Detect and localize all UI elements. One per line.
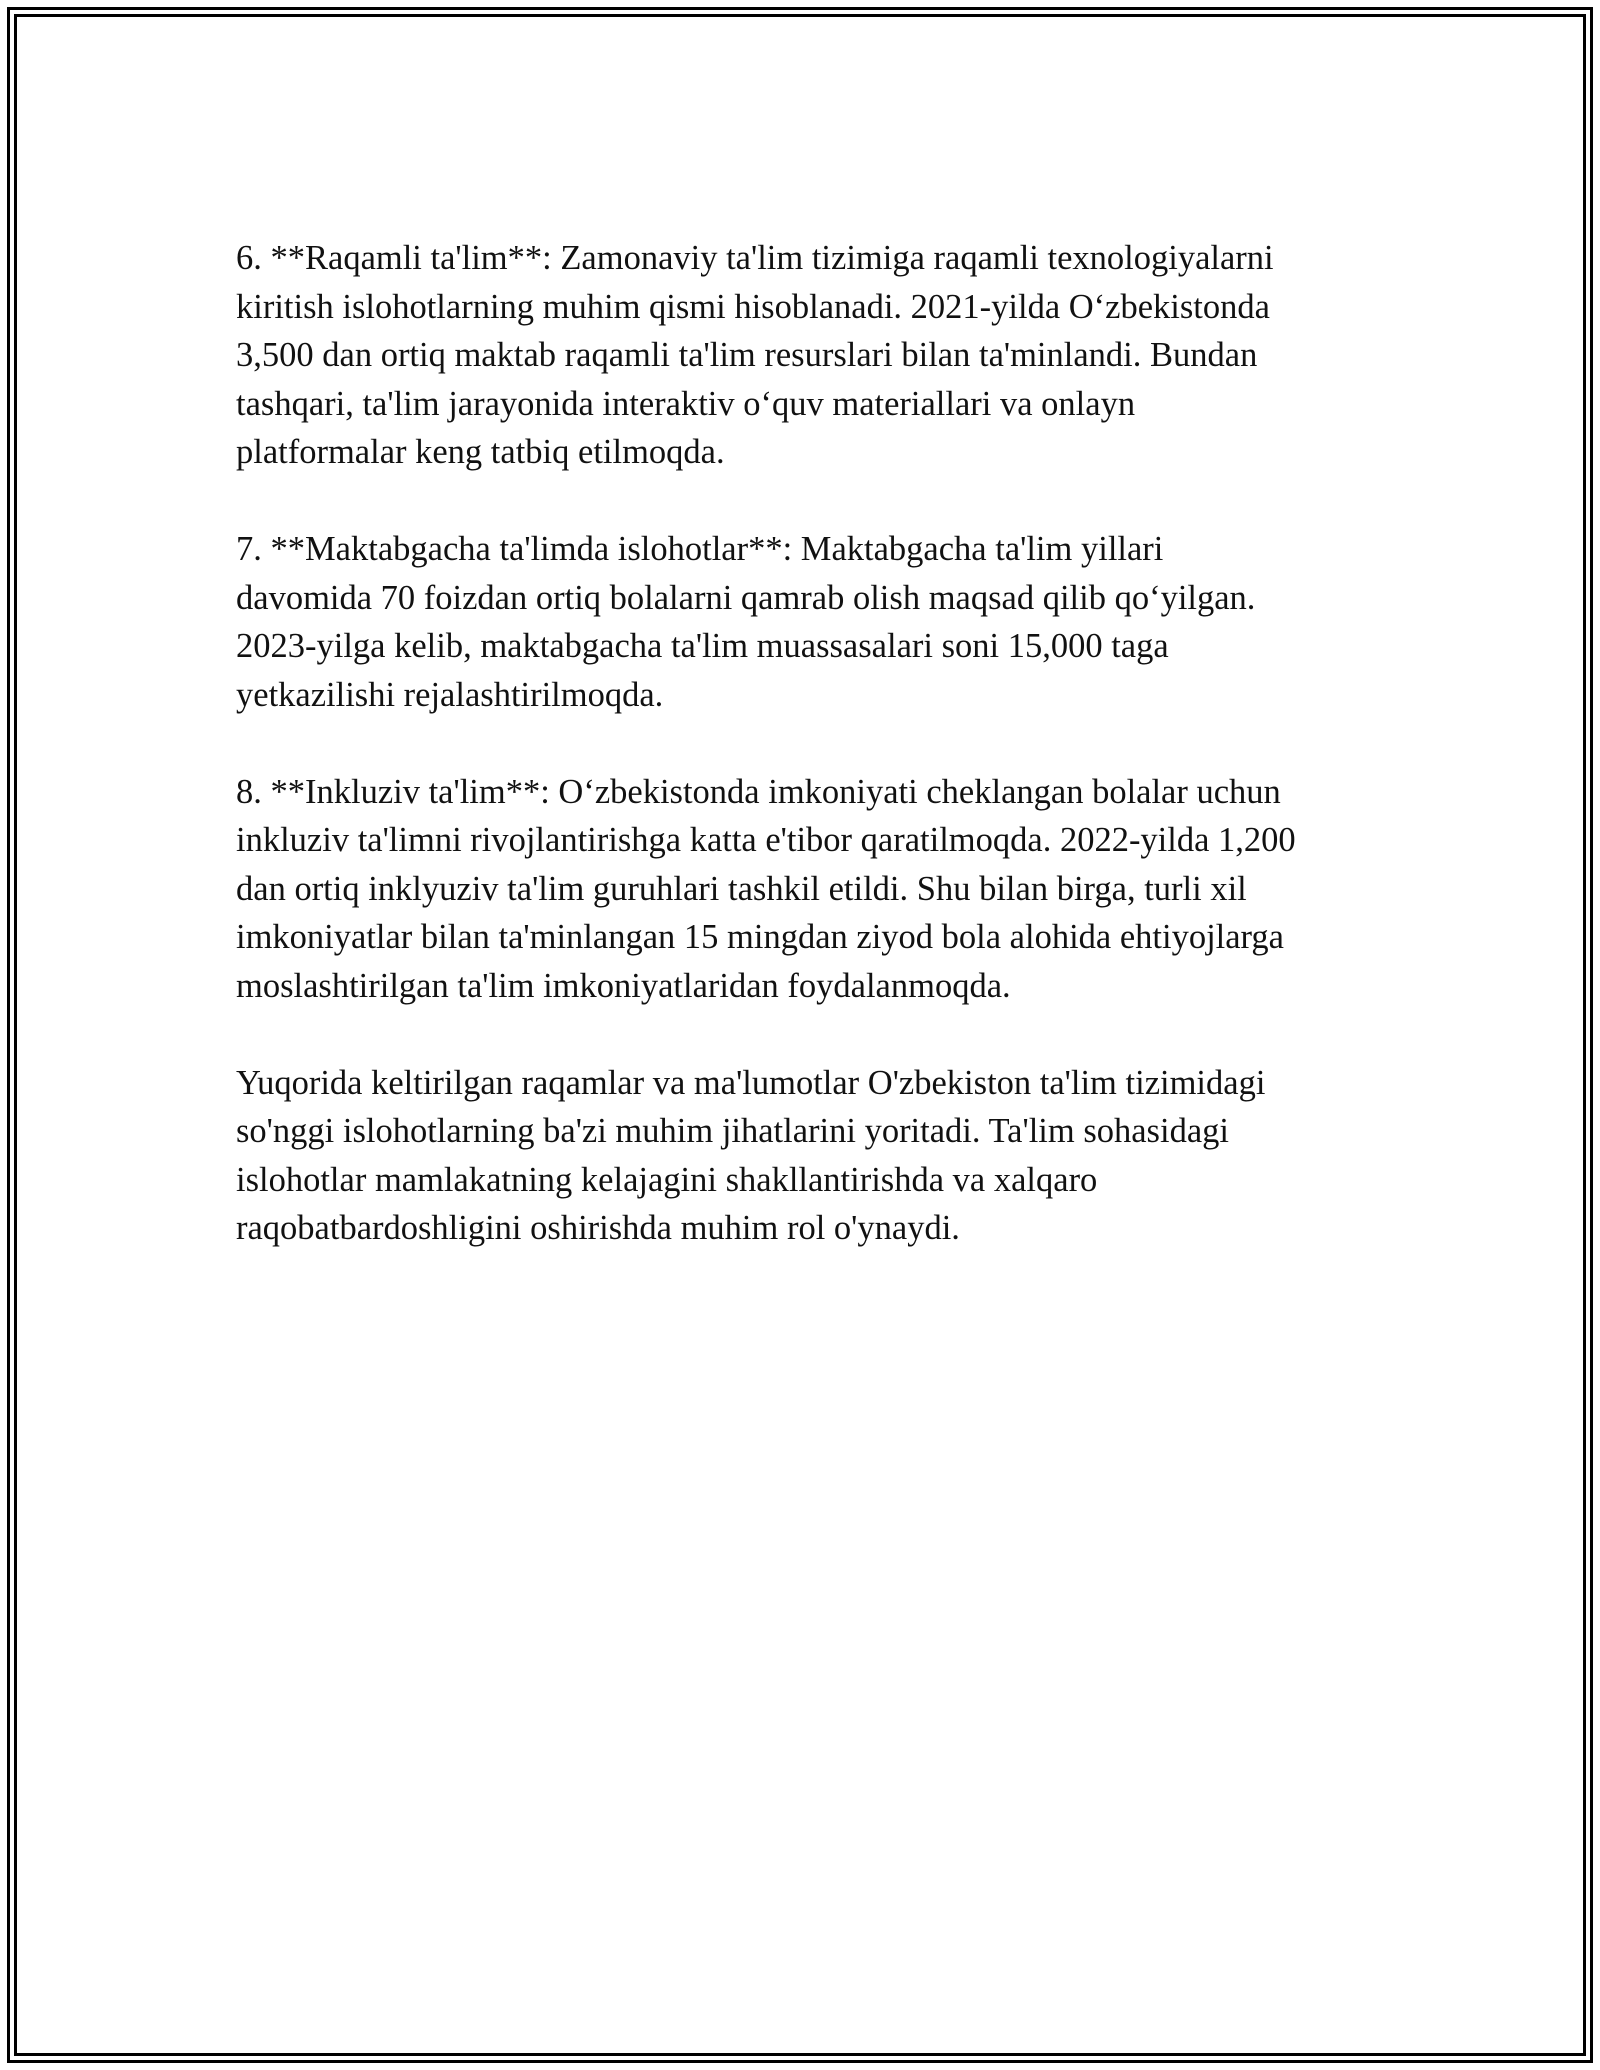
paragraph-digital-education: 6. **Raqamli ta'lim**: Zamonaviy ta'lim tizimiga raqamli texnologiyalarni kiritish islohotlarning muhim qismi hisoblanadi. 2021-yilda O‘zbekistonda 3,500 dan ortiq maktab raqamli ta'lim resurslari bilan ta'minlandi. Bundan tashqari, ta'lim jarayonida interaktiv o‘quv materiallari va onlayn platformalar keng tatbiq etilmoqda. (236, 239, 1274, 471)
paragraph-conclusion: Yuqorida keltirilgan raqamlar va ma'lumotlar O'zbekiston ta'lim tizimidagi so'nggi islohotlarning ba'zi muhim jihatlarini yoritadi. Ta'lim sohasidagi islohotlar mamlakatning kelajagini shakllantirishda va xalqaro raqobatbardoshligini oshirishda muhim rol o'ynaydi. (236, 1063, 1266, 1247)
document-body (236, 234, 1396, 1301)
paragraph-preschool-reforms: 7. **Maktabgacha ta'limda islohotlar**: Maktabgacha ta'lim yillari davomida 70 foizdan ortiq bolalarni qamrab olish maqsad qilib qo‘yilgan. 2023-yilga kelib, maktabgacha ta'lim muassasalari soni 15,000 taga yetkazilishi rejalashtirilmoqda. (236, 530, 1256, 714)
paragraph-inclusive-education: 8. **Inkluziv ta'lim**: O‘zbekistonda imkoniyati cheklangan bolalar uchun inkluziv ta'limni rivojlantirishga katta e'tibor qaratilmoqda. 2022-yilda 1,200 dan ortiq inklyuziv ta'lim guruhlari tashkil etildi. Shu bilan birga, turli xil imkoniyatlar bilan ta'minlangan 15 mingdan ziyod bola alohida ehtiyojlarga moslashtirilgan ta'lim imkoniyatlaridan foydalanmoqda. (236, 772, 1296, 1005)
